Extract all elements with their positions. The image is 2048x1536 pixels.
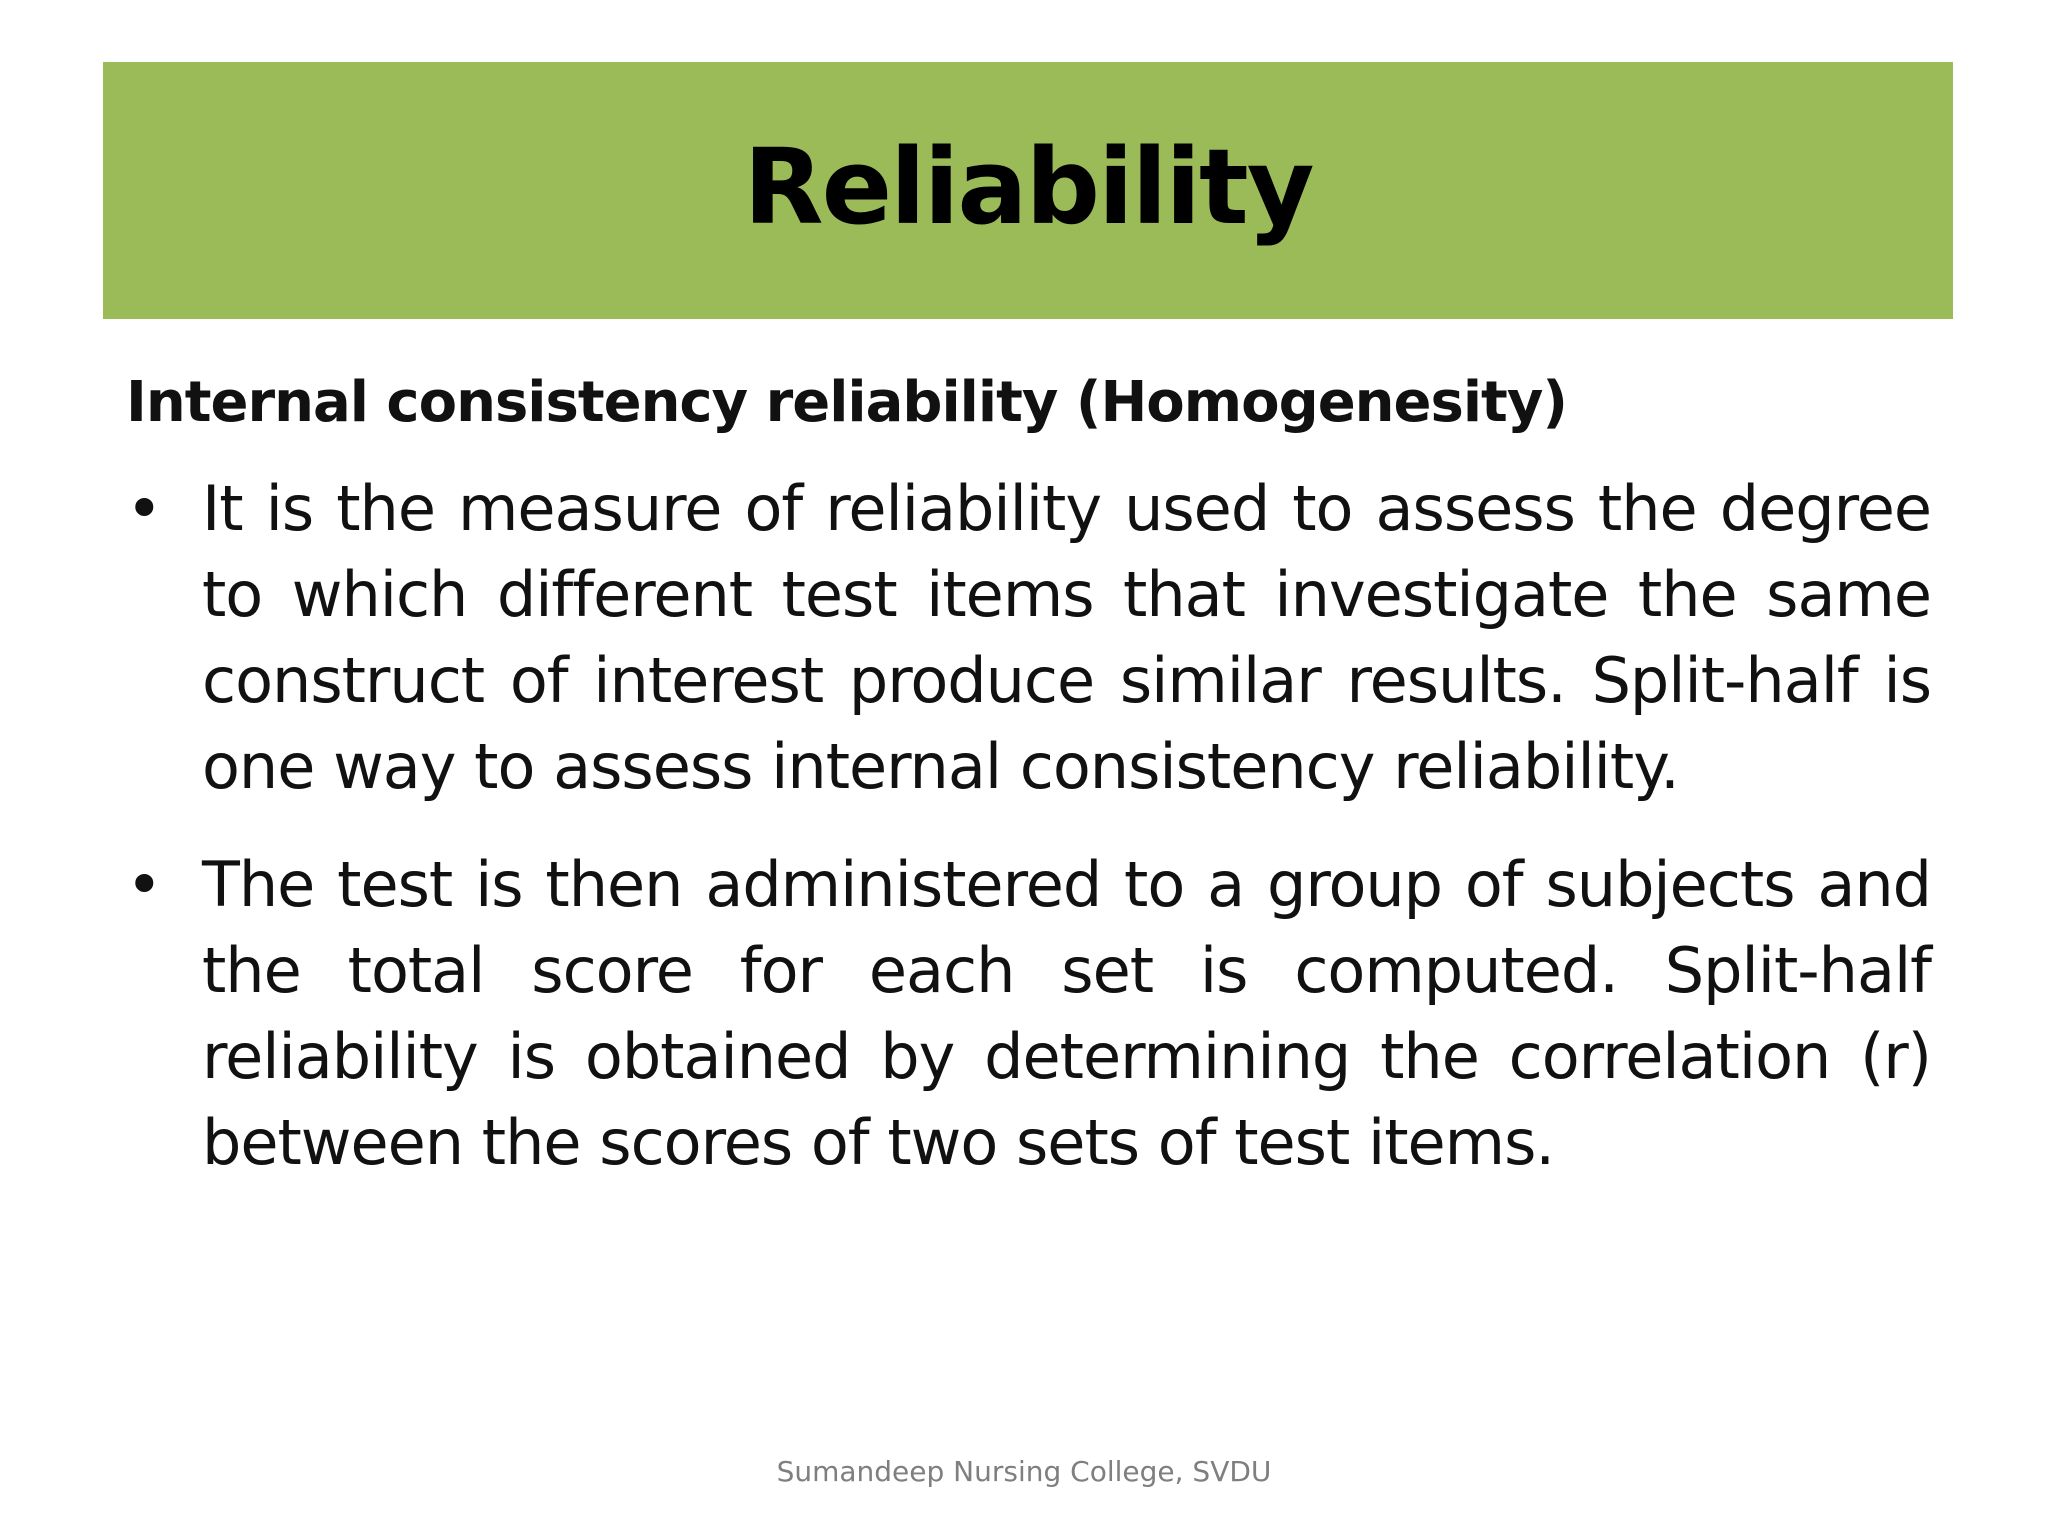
bullet-list [126, 466, 1931, 1186]
bullet-text: It is the measure of reliability used to assess the degree to which different test items that investigate the same construct of interest produce similar results. Split-half is one way to assess internal consistency reliability. [202, 472, 1931, 803]
title-bar [103, 62, 1953, 319]
bullet-dot-icon: • [126, 848, 163, 921]
bullet-item [126, 842, 1931, 1186]
slide-title: Reliability [743, 125, 1313, 248]
footer: Sumandeep Nursing College, SVDU [776, 1455, 1272, 1488]
slide-content [126, 368, 1931, 1218]
bullet-dot-icon: • [126, 472, 163, 545]
bullet-text: The test is then administered to a group of subjects and the total score for each set is computed. Split-half reliability is obtained by determining the correlation (r) between the scores of two sets of test items. [202, 848, 1931, 1179]
subheading: Internal consistency reliability (Homogenesity) [126, 370, 1567, 435]
bullet-item [126, 466, 1931, 810]
